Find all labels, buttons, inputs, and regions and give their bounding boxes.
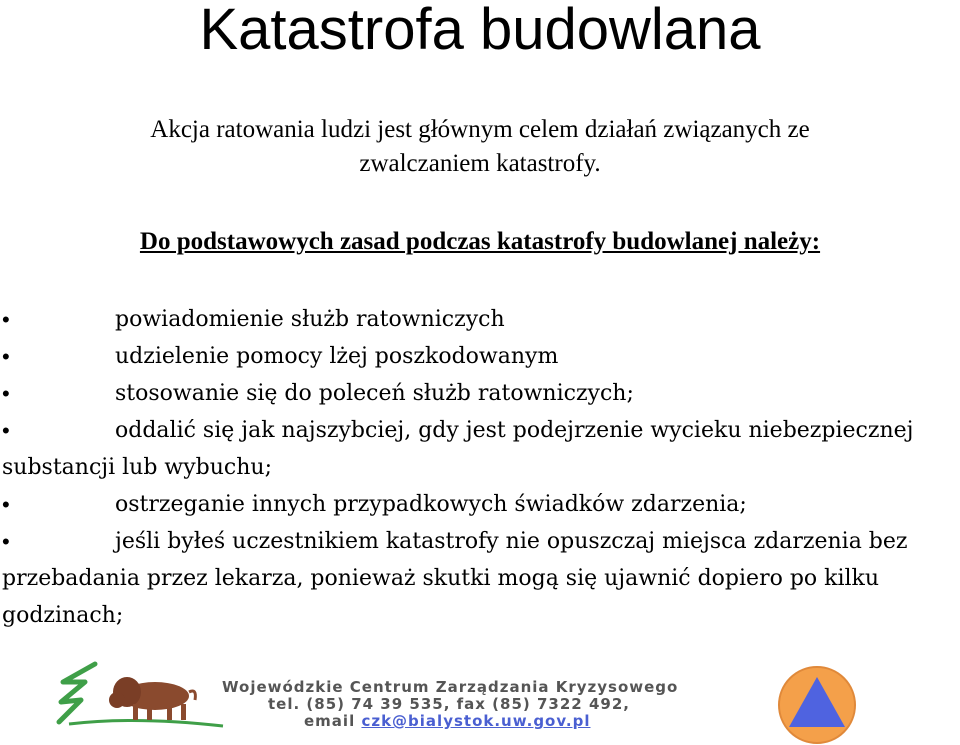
list-item-text: jeśli byłeś uczestnikiem katastrofy nie opuszczaj miejsca zdarzenia bez przebadania przez lekarza, ponieważ skutki mogą się ujawnić dopiero po kilku godzinach; [2,529,908,628]
list-item-text: stosowanie się do poleceń służb ratowniczych; [115,381,634,406]
bullet-dot: • [2,529,10,554]
page-title: Katastrofa budowlana [199,0,761,62]
list-item-text: udzielenie pomocy lżej poszkodowanym [115,344,559,369]
list-item [2,338,960,375]
intro-paragraph [0,113,960,181]
civil-defense-triangle-icon [777,665,857,745]
contact-phones: tel. (85) 74 39 535, fax (85) 7322 492, [268,695,630,713]
bullet-dot: • [2,492,10,517]
list-item [2,486,960,523]
bullet-dot: • [2,344,10,369]
bison-logo-icon [55,660,225,732]
list-item [2,301,960,338]
rules-list [2,301,960,634]
list-item [2,375,960,412]
intro-line-2: zwalczaniem katastrofy. [359,150,601,177]
bullet-dot: • [2,307,10,332]
intro-line-1: Akcja ratowania ludzi jest głównym celem działań związanych ze [150,116,810,143]
email-link[interactable]: czk@bialystok.uw.gov.pl [361,712,591,730]
org-name: Wojewódzkie Centrum Zarządzania Kryzysowego [222,678,679,696]
list-item [2,523,960,634]
contact-block [222,679,678,730]
footer-banner [0,655,960,743]
list-item [2,412,960,486]
bullet-dot: • [2,418,10,443]
email-label: email [304,712,356,730]
list-item-text: oddalić się jak najszybciej, gdy jest podejrzenie wycieku niebezpiecznej substancji lub wybuchu; [2,418,914,480]
rules-heading: Do podstawowych zasad podczas katastrofy budowlanej należy: [139,228,821,255]
bullet-dot: • [2,381,10,406]
list-item-text: ostrzeganie innych przypadkowych świadków zdarzenia; [115,492,747,517]
list-item-text: powiadomienie służb ratowniczych [115,307,505,332]
